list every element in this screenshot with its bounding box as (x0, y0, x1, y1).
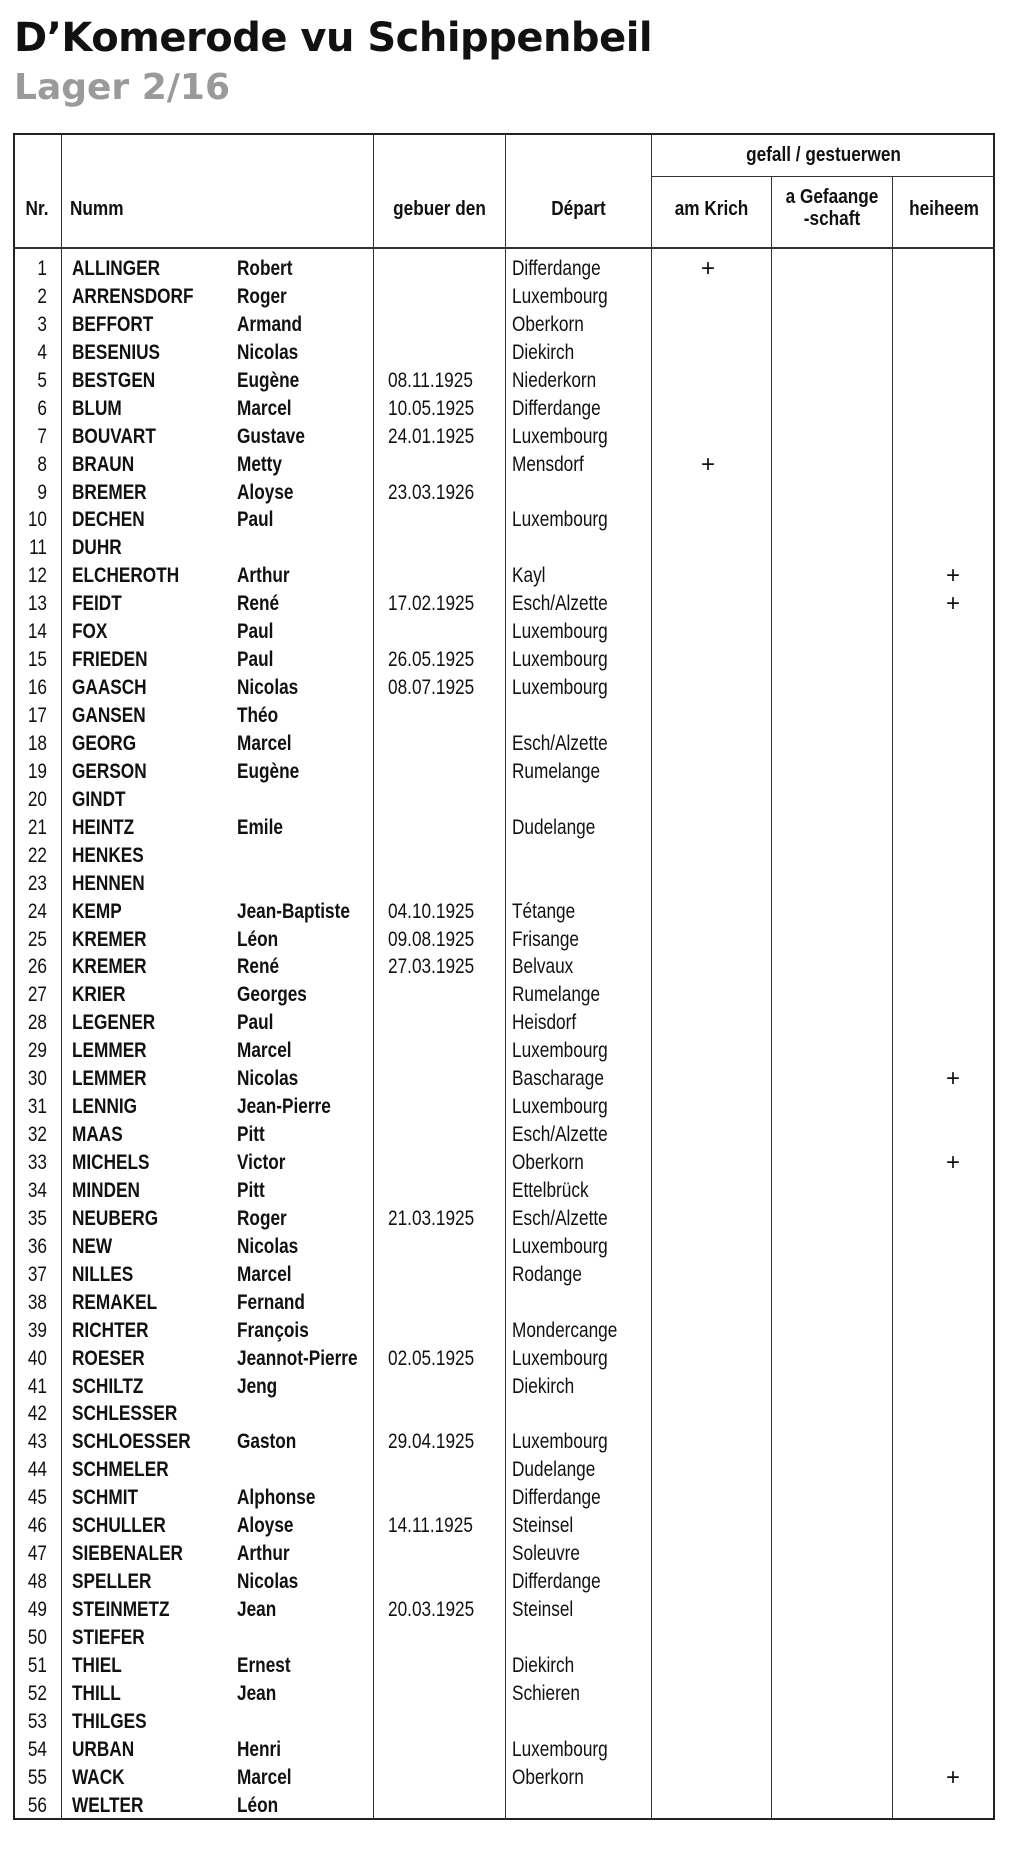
row-number: 54 (27, 1737, 47, 1761)
last-name: GAASCH (72, 676, 147, 700)
first-name: Aloyse (237, 1514, 294, 1538)
last-name: MAAS (72, 1123, 123, 1147)
last-name: LEGENER (72, 1011, 156, 1035)
last-name: BRAUN (72, 452, 135, 476)
last-name: BREMER (72, 480, 147, 504)
last-name: GEORG (72, 731, 137, 755)
first-name: Gustave (237, 424, 305, 448)
row-number: 46 (27, 1514, 47, 1538)
row-number: 35 (27, 1206, 47, 1230)
departure-place: Differdange (512, 1570, 601, 1594)
table-row (13, 786, 995, 814)
departure-place: Rumelange (512, 759, 601, 783)
row-number: 44 (27, 1458, 47, 1482)
first-name: Metty (237, 452, 282, 476)
header-bottom-line (13, 247, 995, 249)
row-number: 15 (27, 648, 47, 672)
row-number: 19 (27, 759, 47, 783)
last-name: GINDT (72, 787, 126, 811)
row-number: 13 (27, 592, 47, 616)
row-number: 11 (29, 536, 47, 560)
last-name: NILLES (72, 1262, 134, 1286)
row-number: 49 (27, 1598, 47, 1621)
row-number: 14 (27, 620, 47, 644)
table-row (13, 339, 995, 367)
table-row (13, 479, 995, 507)
last-name: SCHMIT (72, 1486, 139, 1510)
departure-place: Tétange (512, 899, 576, 923)
first-name: Eugène (237, 368, 300, 392)
first-name: Paul (237, 508, 274, 532)
last-name: GANSEN (72, 704, 146, 727)
last-name: ARRENSDORF (72, 284, 194, 308)
departure-place: Soleuvre (512, 1542, 580, 1566)
table-row (13, 1540, 995, 1568)
departure-place: Luxembourg (512, 676, 608, 700)
last-name: SCHILTZ (72, 1374, 144, 1398)
birth-date: 08.11.1925 (388, 368, 473, 392)
died-at-home-mark: + (945, 1763, 960, 1791)
table-row (13, 534, 995, 562)
page-subtitle: Lager 2/16 (14, 67, 230, 108)
header-numm: Numm (70, 198, 124, 220)
table-row (13, 1680, 995, 1708)
departure-place: Differdange (512, 396, 601, 420)
departure-place: Rumelange (512, 983, 601, 1007)
first-name: Marcel (237, 1765, 292, 1789)
first-name: Nicolas (237, 1067, 299, 1091)
first-name: Jean (237, 1681, 277, 1705)
roster-rows (13, 255, 995, 1820)
header-am-krich: am Krich (674, 198, 749, 220)
first-name: Jeng (237, 1374, 278, 1398)
header-nr: Nr. (25, 198, 49, 220)
last-name: REMAKEL (72, 1290, 158, 1314)
last-name: RICHTER (72, 1318, 149, 1342)
departure-place: Differdange (512, 257, 601, 280)
first-name: Alphonse (237, 1486, 316, 1510)
first-name: Aloyse (237, 480, 294, 504)
last-name: KEMP (72, 899, 122, 923)
table-row (13, 730, 995, 758)
first-name: Jeannot-Pierre (237, 1346, 358, 1370)
row-number: 53 (27, 1709, 47, 1733)
table-row (13, 1736, 995, 1764)
header-gefaangeschaft: a Gefaange-schaft (785, 186, 879, 230)
last-name: SCHLOESSER (72, 1430, 191, 1454)
first-name: Armand (237, 312, 303, 336)
departure-place: Niederkorn (512, 368, 597, 392)
row-number: 41 (27, 1374, 47, 1398)
first-name: Nicolas (237, 1234, 299, 1258)
departure-place: Luxembourg (512, 1346, 608, 1370)
row-number: 40 (27, 1346, 47, 1370)
row-number: 4 (37, 340, 47, 364)
departure-place: Kayl (512, 564, 546, 588)
first-name: Pitt (237, 1178, 265, 1202)
first-name: Jean-Pierre (237, 1095, 331, 1119)
departure-place: Steinsel (512, 1514, 574, 1538)
departure-place: Dudelange (512, 815, 596, 839)
last-name: GERSON (72, 759, 147, 783)
last-name: SCHULLER (72, 1514, 166, 1538)
departure-place: Luxembourg (512, 508, 608, 532)
birth-date: 23.03.1926 (388, 480, 475, 504)
first-name: Marcel (237, 396, 292, 420)
table-row (13, 311, 995, 339)
table-row (13, 283, 995, 311)
first-name: Marcel (237, 1039, 292, 1063)
table-row (13, 255, 995, 283)
last-name: DECHEN (72, 508, 145, 532)
table-row (13, 395, 995, 423)
departure-place: Luxembourg (512, 1430, 608, 1454)
table-row (13, 1512, 995, 1540)
header-gefall-gestuerwen: gefall / gestuerwen (746, 144, 901, 166)
row-number: 47 (27, 1542, 47, 1566)
last-name: FRIEDEN (72, 648, 148, 672)
row-number: 20 (27, 787, 47, 811)
first-name: Léon (237, 1793, 279, 1817)
last-name: BESTGEN (72, 368, 156, 392)
departure-place: Luxembourg (512, 1234, 608, 1258)
first-name: Nicolas (237, 1570, 299, 1594)
last-name: SCHMELER (72, 1458, 169, 1482)
last-name: THILGES (72, 1709, 147, 1733)
table-row (13, 1009, 995, 1037)
row-number: 8 (37, 452, 47, 476)
first-name: Nicolas (237, 340, 299, 364)
row-number: 25 (27, 927, 47, 951)
departure-place: Mensdorf (512, 452, 584, 476)
row-number: 50 (27, 1625, 47, 1649)
header-depart: Départ (551, 198, 606, 220)
table-row (13, 1261, 995, 1289)
first-name: Georges (237, 983, 307, 1007)
first-name: Paul (237, 620, 274, 644)
departure-place: Mondercange (512, 1318, 618, 1342)
table-row (13, 953, 995, 981)
row-number: 2 (37, 284, 47, 308)
departure-place: Steinsel (512, 1598, 574, 1621)
first-name: Arthur (237, 564, 290, 588)
last-name: NEUBERG (72, 1206, 159, 1230)
first-name: Fernand (237, 1290, 305, 1314)
table-row (13, 1205, 995, 1233)
table-row (13, 1289, 995, 1317)
header-heiheem: heiheem (909, 198, 979, 220)
table-row (13, 1121, 995, 1149)
birth-date: 09.08.1925 (388, 927, 475, 951)
table-row (13, 1708, 995, 1736)
last-name: ELCHEROTH (72, 564, 180, 588)
last-name: HEINTZ (72, 815, 135, 839)
first-name: Robert (237, 257, 293, 280)
table-row (13, 1373, 995, 1401)
last-name: STEINMETZ (72, 1598, 170, 1621)
row-number: 51 (27, 1653, 47, 1677)
departure-place: Luxembourg (512, 1095, 608, 1119)
last-name: BOUVART (72, 424, 156, 448)
died-at-home-mark: + (945, 590, 960, 618)
last-name: KRIER (72, 983, 126, 1007)
row-number: 5 (37, 368, 47, 392)
row-number: 29 (27, 1039, 47, 1063)
table-row (13, 1764, 995, 1792)
first-name: Nicolas (237, 676, 299, 700)
table-row (13, 1428, 995, 1456)
table-row (13, 1456, 995, 1484)
first-name: Emile (237, 815, 283, 839)
table-row (13, 898, 995, 926)
died-at-home-mark: + (945, 562, 960, 590)
first-name: Théo (237, 704, 279, 727)
departure-place: Diekirch (512, 1653, 575, 1677)
table-row (13, 870, 995, 898)
last-name: BLUM (72, 396, 122, 420)
first-name: Léon (237, 927, 279, 951)
page-title: D’Komerode vu Schippenbeil (14, 15, 653, 61)
first-name: Arthur (237, 1542, 290, 1566)
birth-date: 02.05.1925 (388, 1346, 475, 1370)
last-name: KREMER (72, 955, 147, 979)
table-row (13, 1345, 995, 1373)
first-name: Marcel (237, 731, 292, 755)
row-number: 22 (27, 843, 47, 867)
row-number: 43 (27, 1430, 47, 1454)
row-number: 34 (27, 1178, 47, 1202)
first-name: Roger (237, 1206, 287, 1230)
row-number: 36 (27, 1234, 47, 1258)
last-name: ALLINGER (72, 257, 161, 280)
departure-place: Luxembourg (512, 284, 608, 308)
departure-place: Bascharage (512, 1067, 604, 1091)
birth-date: 21.03.1925 (388, 1206, 475, 1230)
departure-place: Heisdorf (512, 1011, 577, 1035)
row-number: 31 (27, 1095, 47, 1119)
birth-date: 29.04.1925 (388, 1430, 475, 1454)
last-name: KREMER (72, 927, 147, 951)
row-number: 33 (27, 1151, 47, 1174)
table-row (13, 981, 995, 1009)
last-name: SIEBENALER (72, 1542, 183, 1566)
first-name: François (237, 1318, 309, 1342)
first-name: Jean-Baptiste (237, 899, 350, 923)
first-name: Paul (237, 1011, 274, 1035)
last-name: DUHR (72, 536, 122, 560)
row-number: 17 (27, 704, 47, 727)
table-row (13, 618, 995, 646)
last-name: HENNEN (72, 871, 145, 895)
last-name: SPELLER (72, 1570, 152, 1594)
table-row (13, 926, 995, 954)
row-number: 1 (37, 257, 47, 280)
row-number: 37 (27, 1262, 47, 1286)
last-name: LENNIG (72, 1095, 138, 1119)
last-name: MICHELS (72, 1151, 150, 1174)
birth-date: 27.03.1925 (388, 955, 475, 979)
table-row (13, 562, 995, 590)
header-gebuer-den: gebuer den (393, 198, 486, 220)
table-row (13, 1093, 995, 1121)
row-number: 28 (27, 1011, 47, 1035)
row-number: 10 (27, 508, 47, 532)
birth-date: 08.07.1925 (388, 676, 475, 700)
row-number: 30 (27, 1067, 47, 1091)
last-name: NEW (72, 1234, 113, 1258)
first-name: Eugène (237, 759, 300, 783)
table-row (13, 423, 995, 451)
row-number: 23 (27, 871, 47, 895)
birth-date: 04.10.1925 (388, 899, 475, 923)
table-row (13, 1065, 995, 1093)
row-number: 6 (37, 396, 47, 420)
table-row (13, 758, 995, 786)
departure-place: Luxembourg (512, 1039, 608, 1063)
last-name: MINDEN (72, 1178, 140, 1202)
row-number: 24 (27, 899, 47, 923)
departure-place: Dudelange (512, 1458, 596, 1482)
table-row (13, 451, 995, 479)
last-name: LEMMER (72, 1067, 147, 1091)
row-number: 39 (27, 1318, 47, 1342)
departure-place: Luxembourg (512, 424, 608, 448)
departure-place: Frisange (512, 927, 579, 951)
departure-place: Oberkorn (512, 1765, 584, 1789)
departure-place: Diekirch (512, 1374, 575, 1398)
row-number: 48 (27, 1570, 47, 1594)
departure-place: Esch/Alzette (512, 731, 608, 755)
last-name: THILL (72, 1681, 121, 1705)
last-name: ROESER (72, 1346, 145, 1370)
table-row (13, 1037, 995, 1065)
table-row (13, 590, 995, 618)
table-row (13, 814, 995, 842)
departure-place: Oberkorn (512, 312, 584, 336)
last-name: WACK (72, 1765, 125, 1789)
table-row (13, 646, 995, 674)
last-name: THIEL (72, 1653, 122, 1677)
row-number: 18 (27, 731, 47, 755)
row-number: 21 (27, 815, 47, 839)
table-row (13, 674, 995, 702)
row-number: 45 (27, 1486, 47, 1510)
first-name: Henri (237, 1737, 282, 1761)
departure-place: Luxembourg (512, 1737, 608, 1761)
last-name: BESENIUS (72, 340, 161, 364)
row-number: 26 (27, 955, 47, 979)
row-number: 52 (27, 1681, 47, 1705)
table-row (13, 1568, 995, 1596)
table-row (13, 367, 995, 395)
last-name: FEIDT (72, 592, 122, 616)
table-row (13, 1792, 995, 1820)
row-number: 27 (27, 983, 47, 1007)
table-row (13, 702, 995, 730)
first-name: Pitt (237, 1123, 265, 1147)
birth-date: 10.05.1925 (388, 396, 475, 420)
birth-date: 20.03.1925 (388, 1598, 475, 1621)
row-number: 56 (27, 1793, 47, 1817)
row-number: 32 (27, 1123, 47, 1147)
header-subdivider (651, 176, 995, 177)
row-number: 55 (27, 1765, 47, 1789)
table-row (13, 506, 995, 534)
row-number: 16 (27, 676, 47, 700)
departure-place: Oberkorn (512, 1151, 584, 1174)
departure-place: Ettelbrück (512, 1178, 589, 1202)
table-row (13, 1652, 995, 1680)
last-name: URBAN (72, 1737, 135, 1761)
table-row (13, 1233, 995, 1261)
first-name: Jean (237, 1598, 277, 1621)
row-number: 12 (27, 564, 47, 588)
first-name: Ernest (237, 1653, 291, 1677)
departure-place: Rodange (512, 1262, 582, 1286)
died-at-home-mark: + (945, 1149, 960, 1176)
row-number: 7 (37, 424, 47, 448)
departure-place: Schieren (512, 1681, 580, 1705)
departure-place: Diekirch (512, 340, 575, 364)
died-at-home-mark: + (945, 1065, 960, 1093)
table-row (13, 1596, 995, 1624)
last-name: STIEFER (72, 1625, 145, 1649)
first-name: Gaston (237, 1430, 297, 1454)
table-row (13, 1317, 995, 1345)
table-row (13, 1177, 995, 1205)
first-name: Roger (237, 284, 287, 308)
birth-date: 17.02.1925 (388, 592, 475, 616)
first-name: René (237, 592, 280, 616)
departure-place: Luxembourg (512, 648, 608, 672)
birth-date: 14.11.1925 (388, 1514, 473, 1538)
last-name: SCHLESSER (72, 1402, 178, 1426)
departure-place: Esch/Alzette (512, 1206, 608, 1230)
first-name: Victor (237, 1151, 286, 1174)
departure-place: Belvaux (512, 955, 574, 979)
first-name: René (237, 955, 280, 979)
table-row (13, 1400, 995, 1428)
row-number: 42 (27, 1402, 47, 1426)
first-name: Marcel (237, 1262, 292, 1286)
row-number: 9 (37, 480, 47, 504)
row-number: 3 (37, 312, 47, 336)
last-name: WELTER (72, 1793, 144, 1817)
departure-place: Esch/Alzette (512, 1123, 608, 1147)
table-row (13, 1624, 995, 1652)
killed-in-war-mark: + (700, 255, 715, 282)
killed-in-war-mark: + (700, 450, 715, 478)
last-name: BEFFORT (72, 312, 154, 336)
last-name: FOX (72, 620, 108, 644)
birth-date: 24.01.1925 (388, 424, 475, 448)
last-name: HENKES (72, 843, 144, 867)
birth-date: 26.05.1925 (388, 648, 475, 672)
last-name: LEMMER (72, 1039, 147, 1063)
table-row (13, 1149, 995, 1177)
row-number: 38 (27, 1290, 47, 1314)
table-row (13, 1484, 995, 1512)
departure-place: Differdange (512, 1486, 601, 1510)
table-row (13, 842, 995, 870)
departure-place: Esch/Alzette (512, 592, 608, 616)
departure-place: Luxembourg (512, 620, 608, 644)
first-name: Paul (237, 648, 274, 672)
